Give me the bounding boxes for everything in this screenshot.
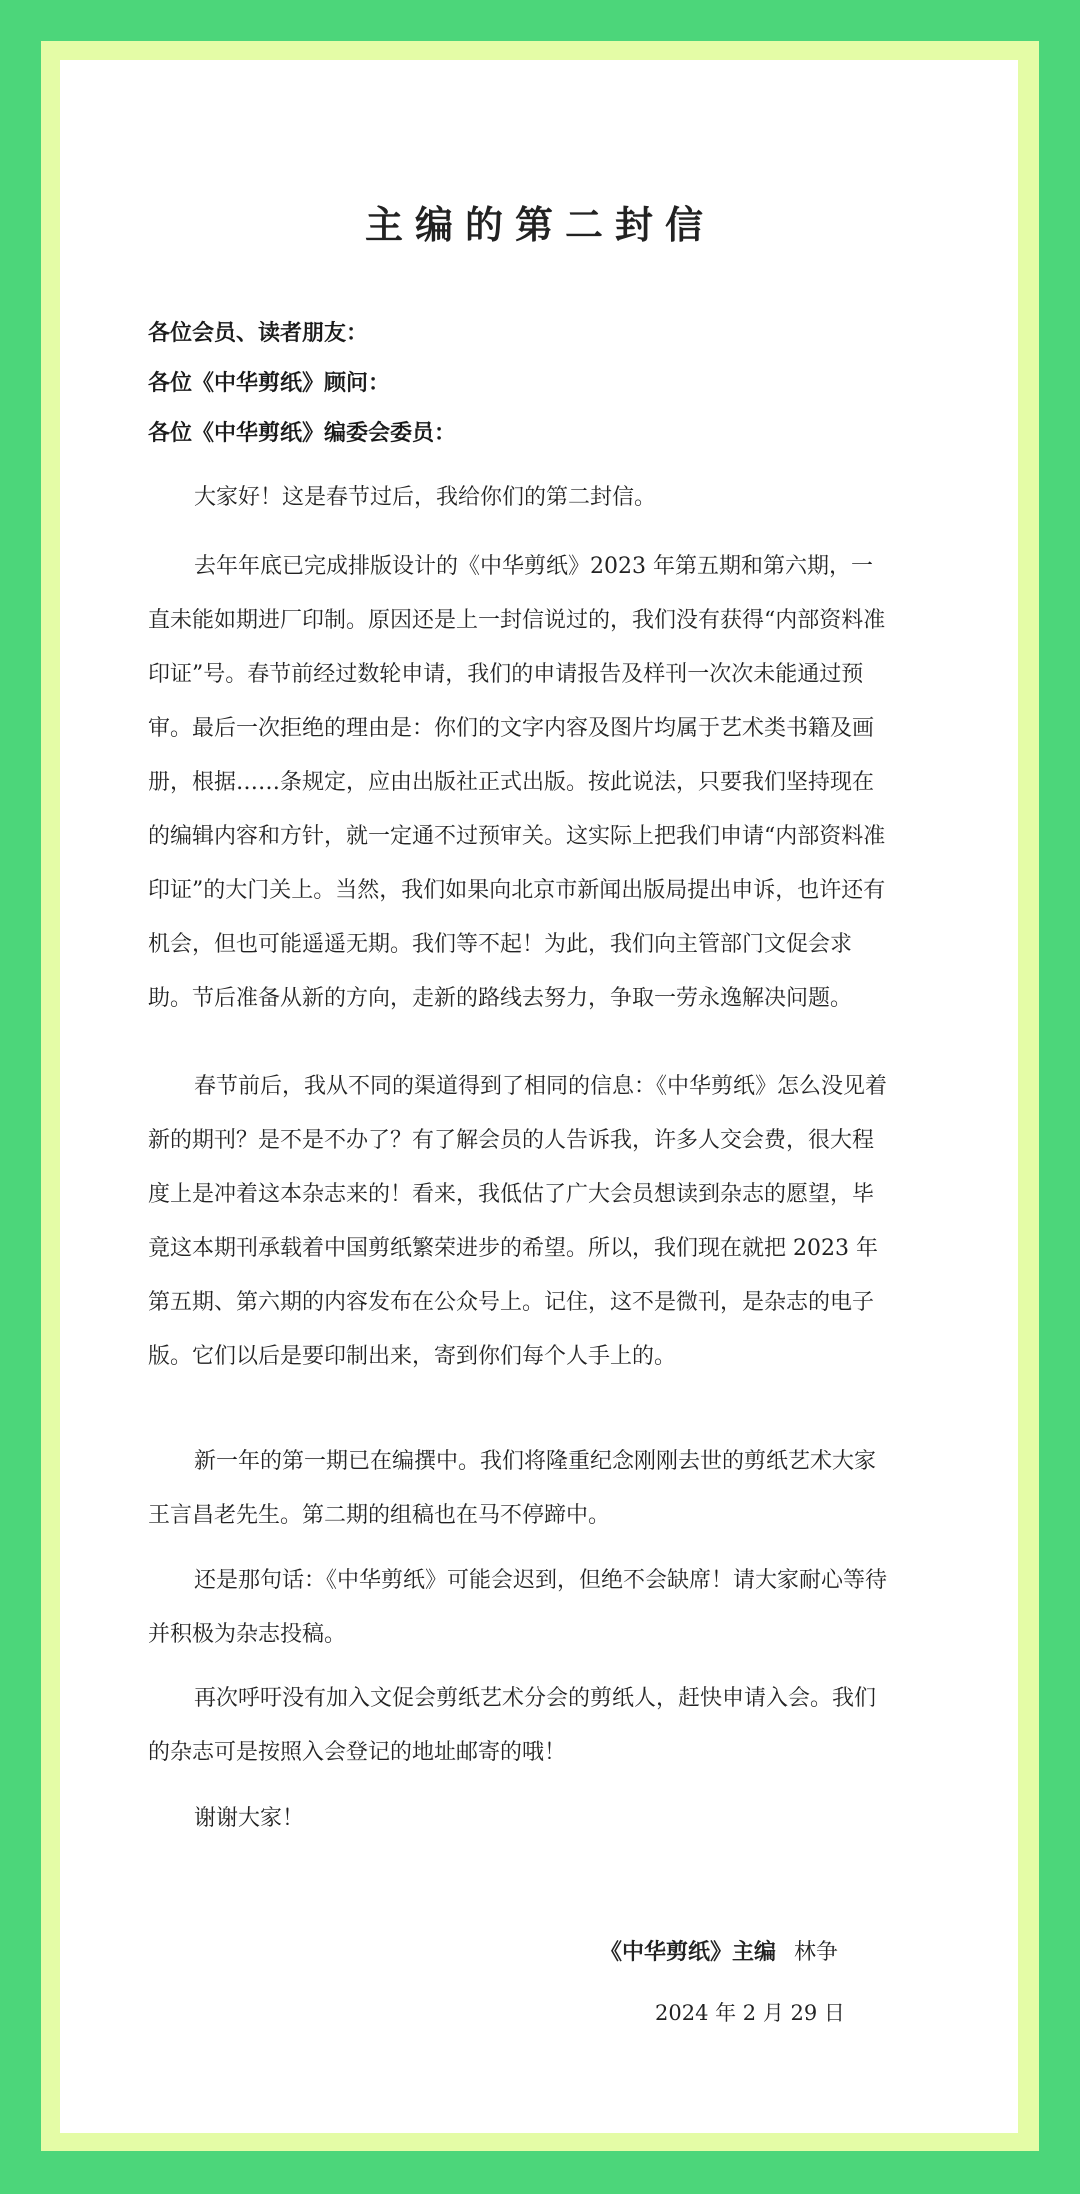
paragraph-thanks: 谢谢大家！	[194, 1806, 305, 1831]
paragraph-submissions: 还是那句话：《中华剪纸》可能会迟到，但绝不会缺席！请大家耐心等待并积极为杂志投稿。	[148, 1568, 888, 1647]
salutation-advisors: 各位《中华剪纸》顾问：	[148, 371, 391, 396]
signature-org: 《中华剪纸》主编	[600, 1940, 777, 1965]
signature-name: 林争	[794, 1940, 839, 1965]
letter-date: 2024 年 2 月 29 日	[655, 2001, 845, 2025]
letter-title: 主编的第二封信	[364, 202, 715, 247]
salutation-committee: 各位《中华剪纸》编委会委员：	[148, 421, 457, 446]
salutation-members: 各位会员、读者朋友：	[148, 321, 369, 346]
paragraph-electronic-edition: 春节前后，我从不同的渠道得到了相同的信息：《中华剪纸》怎么没见着新的期刊？是不是不办了？有了解会员的人告诉我，许多人交会费，很大程度上是冲着这本杂志来的！看来，我低估了广大会员想读到杂志的愿望，毕竟这本期刊承载着中国剪纸繁荣进步的希望。所以，我们现在就把 2023 年第五期、第六期的内容发布在公众号上。记住，这不是微刊，是杂志的电子版。它们以后是要印制出来，寄到你们每个人手上的。	[148, 1074, 888, 1369]
signature	[600, 1935, 838, 1966]
paragraph-greeting: 大家好！这是春节过后，我给你们的第二封信。	[194, 485, 657, 510]
paragraph-membership: 再次呼吁没有加入文促会剪纸艺术分会的剪纸人，赶快申请入会。我们的杂志可是按照入会登记的地址邮寄的哦！	[148, 1686, 877, 1765]
paragraph-new-issue: 新一年的第一期已在编撰中。我们将隆重纪念刚刚去世的剪纸艺术大家王言昌老先生。第二期的组稿也在马不停蹄中。	[148, 1449, 877, 1528]
paragraph-printing-issue: 去年年底已完成排版设计的《中华剪纸》2023 年第五期和第六期，一直未能如期进厂印制。原因还是上一封信说过的，我们没有获得“内部资料准印证”号。春节前经过数轮申请，我们的申请报告及样刊一次次未能通过预审。最后一次拒绝的理由是：你们的文字内容及图片均属于艺术类书籍及画册，根据……条规定，应由出版社正式出版。按此说法，只要我们坚持现在的编辑内容和方针，就一定通不过预审关。这实际上把我们申请“内部资料准印证”的大门关上。当然，我们如果向北京市新闻出版局提出申诉，也许还有机会，但也可能遥遥无期。我们等不起！为此，我们向主管部门文促会求助。节后准备从新的方向，走新的路线去努力，争取一劳永逸解决问题。	[148, 554, 886, 1011]
